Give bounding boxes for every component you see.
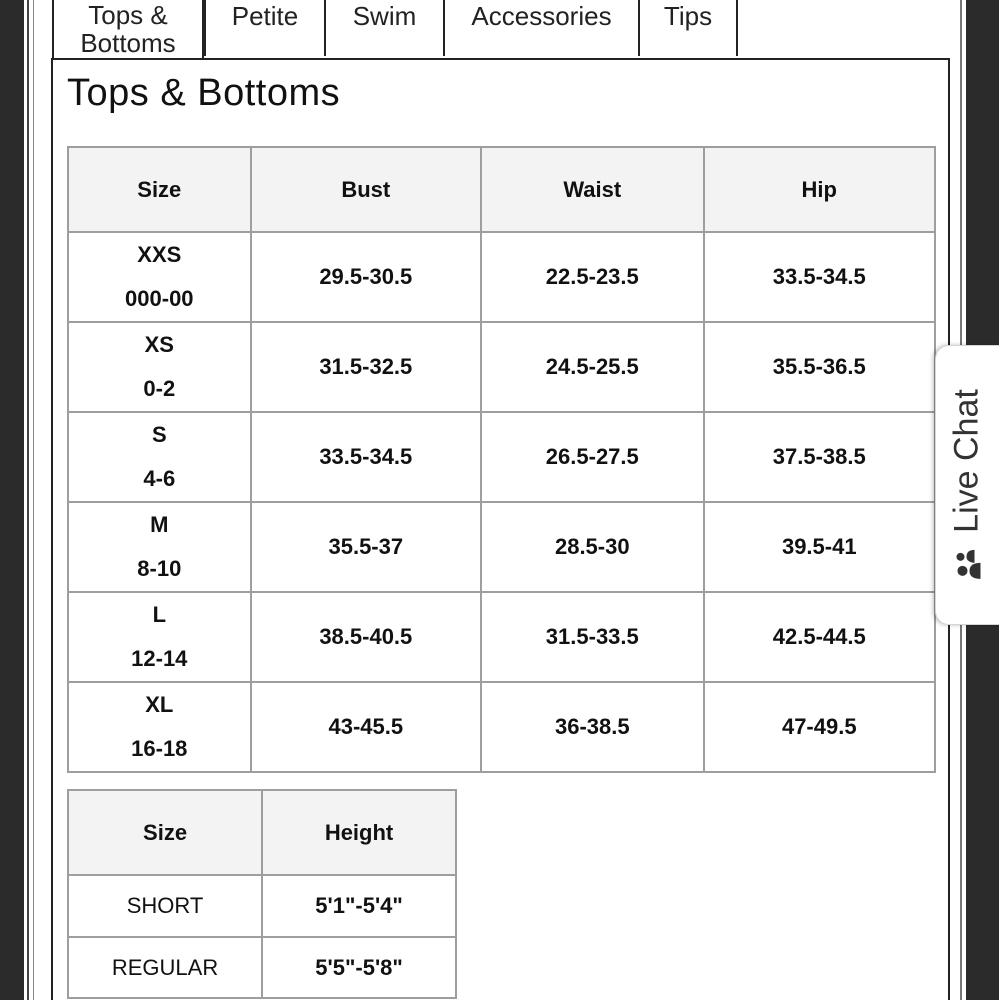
header-bust: Bust [251, 147, 481, 232]
size-numeric: 000-00 [125, 286, 194, 311]
tab-label-line2: Bottoms [80, 28, 176, 58]
height-cell: 5'1"-5'4" [262, 875, 456, 937]
bust-cell: 43-45.5 [251, 682, 481, 772]
header-size: Size [68, 147, 251, 232]
tab-tips[interactable] [638, 0, 738, 56]
size-numeric: 8-10 [137, 556, 182, 581]
size-label: XXS [137, 242, 182, 267]
header-height: Height [262, 790, 456, 875]
size-label: L [152, 602, 167, 627]
size-cell: REGULAR [68, 937, 262, 998]
waist-cell: 36-38.5 [481, 682, 704, 772]
size-label: M [150, 512, 169, 537]
tab-panel [51, 58, 950, 1000]
tab-label: Petite [231, 1, 299, 31]
bust-cell: 35.5-37 [251, 502, 481, 592]
bust-cell: 33.5-34.5 [251, 412, 481, 502]
tab-petite[interactable] [204, 0, 326, 56]
size-label: S [151, 422, 167, 447]
tab-accessories[interactable] [443, 0, 640, 56]
tab-swim[interactable] [324, 0, 445, 56]
waist-cell: 28.5-30 [481, 502, 704, 592]
header-size: Size [68, 790, 262, 875]
bust-cell: 29.5-30.5 [251, 232, 481, 322]
table-row [68, 412, 935, 502]
section-title: Tops & Bottoms [67, 72, 341, 114]
hip-cell: 37.5-38.5 [704, 412, 935, 502]
size-cell [68, 322, 251, 412]
header-waist: Waist [481, 147, 704, 232]
table-row [68, 682, 935, 772]
size-cell [68, 412, 251, 502]
live-chat-label: Live Chat [947, 389, 986, 533]
height-cell: 5'5"-5'8" [262, 937, 456, 998]
size-numeric: 12-14 [131, 646, 188, 671]
bust-cell: 31.5-32.5 [251, 322, 481, 412]
chat-people-icon [950, 547, 984, 581]
hip-cell: 33.5-34.5 [704, 232, 935, 322]
table-row [68, 502, 935, 592]
size-label: XS [144, 332, 174, 357]
tab-label-line1: Tops & [88, 0, 168, 30]
size-cell [68, 232, 251, 322]
table-row [68, 322, 935, 412]
hip-cell: 39.5-41 [704, 502, 935, 592]
waist-cell: 22.5-23.5 [481, 232, 704, 322]
header-hip: Hip [704, 147, 935, 232]
page-border-left-inner [33, 0, 34, 1000]
size-chart-table [67, 146, 936, 773]
waist-cell: 26.5-27.5 [481, 412, 704, 502]
height-chart-table [67, 789, 457, 999]
left-frame [0, 0, 24, 1000]
tab-label: Accessories [471, 1, 612, 31]
page-border-left [27, 0, 29, 1000]
table-row [68, 937, 456, 998]
table-row [68, 592, 935, 682]
waist-cell: 31.5-33.5 [481, 592, 704, 682]
table-row [68, 232, 935, 322]
size-cell [68, 592, 251, 682]
tab-label: Tips [663, 1, 713, 31]
tab-tops-bottoms[interactable] [52, 0, 204, 59]
size-numeric: 4-6 [143, 466, 176, 491]
size-label: XL [145, 692, 174, 717]
live-chat-content [948, 389, 987, 581]
table-header-row [68, 147, 935, 232]
size-numeric: 16-18 [131, 736, 188, 761]
size-cell [68, 682, 251, 772]
waist-cell: 24.5-25.5 [481, 322, 704, 412]
table-header-row [68, 790, 456, 875]
hip-cell: 47-49.5 [704, 682, 935, 772]
size-numeric: 0-2 [143, 376, 176, 401]
live-chat-button[interactable] [935, 345, 999, 625]
bust-cell: 38.5-40.5 [251, 592, 481, 682]
tab-label: Swim [352, 1, 417, 31]
size-cell: SHORT [68, 875, 262, 937]
hip-cell: 42.5-44.5 [704, 592, 935, 682]
table-row [68, 875, 456, 937]
hip-cell: 35.5-36.5 [704, 322, 935, 412]
size-cell [68, 502, 251, 592]
